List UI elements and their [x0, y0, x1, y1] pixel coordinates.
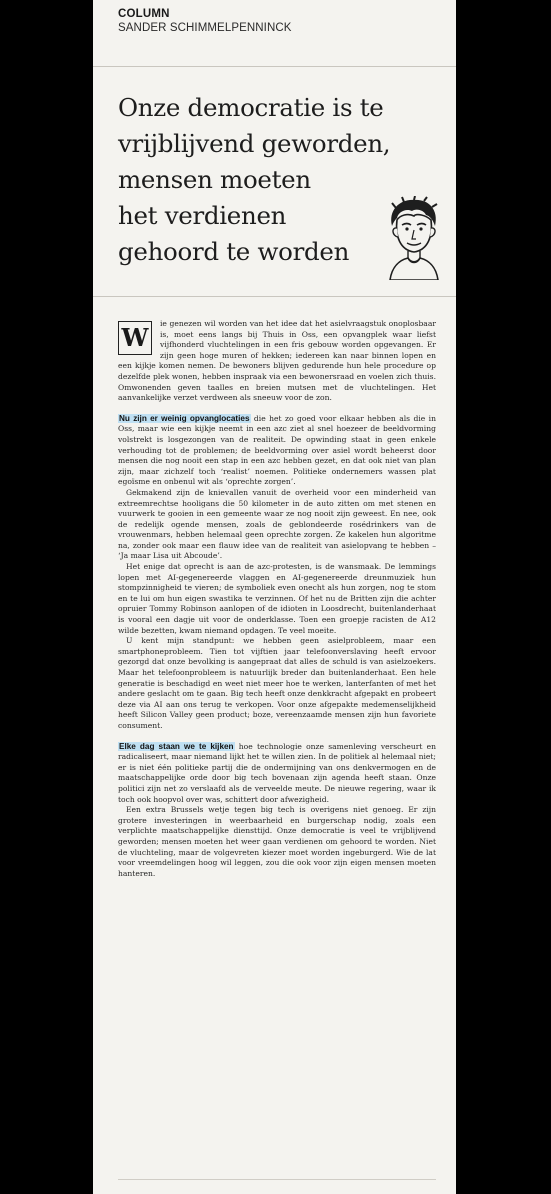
paragraph-text: hoe technologie onze samenleving verscheurt en radicaliseert, maar niemand lijkt het te willen zien. In de politiek al helemaal niet; er is niet één politieke partij die de ondermijning van ons denkvermogen en de maatschappelijke orde door big tech bovenaan zijn agenda heeft staan. Onze politici zijn net zo verslaafd als de verveelde meute. De nieuwe regering, waar ik toch ook hoopvol over was, schittert door afwezigheid. — [118, 741, 436, 804]
paragraph: Een extra Brussels wetje tegen big tech is overigens niet genoeg. Er zijn grotere investeringen in weerbaarheid en burgerschap nodig, zoals een verplichte maatschappelijke diensttijd. Onze democratie is veel te vrijblijvend geworden; mensen moeten het weer gaan verdienen om gehoord te worden. Niet de vluchteling, maar de volgevreten kiezer moet worden ingeburgerd. Wie de lat voor vreemdelingen hoog wil leggen, zou die ook voor zijn eigen mensen moeten hanteren. — [118, 805, 436, 878]
author-portrait-icon — [386, 196, 442, 280]
paragraph — [118, 319, 436, 404]
paragraph — [118, 414, 436, 488]
divider — [93, 296, 456, 297]
newspaper-page — [93, 0, 456, 1194]
paragraph — [118, 742, 436, 806]
headline — [118, 90, 428, 270]
section-lead: Elke dag staan we te kijken — [119, 741, 234, 751]
author-name: SANDER SCHIMMELPENNINCK — [118, 22, 292, 34]
headline-line: vrijblijvend geworden, — [118, 129, 391, 158]
drop-cap: W — [118, 321, 152, 355]
article-body — [118, 319, 436, 879]
headline-line: gehoord te worden — [118, 237, 350, 266]
divider — [93, 66, 456, 67]
paragraph: Het enige dat oprecht is aan de azc-protesten, is de wansmaak. De lemmings lopen met AI-gegenereerde vlaggen en AI-gegenereerde dreunmuziek hun stompzinnigheid te vieren; de symboliek even onecht als hun zorgen, nog te stom en te lui om hun eigen swastika te verzinnen. Of het nu de Britten zijn die achter opruier Tommy Robinson aanlopen of de idioten in Loosdrecht, buitenlanderhaat is vooral een dagje uit voor de onderklasse. Toen een groepje racisten de A12 wilde bezetten, kwam niemand opdagen. Te veel moeite. — [118, 562, 436, 635]
paragraph-text: die het zo goed voor elkaar hebben als die in Oss, maar wie een kijkje neemt in een azc ziet al snel hoezeer de beeldvorming volstrekt is losgezongen van de realiteit. De opwinding staat in geen enkele verhouding tot de problemen; de beeldvorming over asiel wordt beheerst door mensen die nog nooit een stap in een azc hebben gezet, en dat ook niet van plan zijn, maar zichzelf toch ‘realist’ noemen. Politieke ondernemers wassen plat egoïsme en onbenul wit als ‘oprechte zorgen’. — [118, 413, 436, 487]
section-lead: Nu zijn er weinig opvanglocaties — [119, 413, 250, 423]
page-footer-rule — [118, 1179, 436, 1188]
paragraph-text: ie genezen wil worden van het idee dat het asielvraagstuk onoplosbaar is, moet eens langs bij Thuis in Oss, een opvangplek waar liefst vijfhonderd vluchtelingen in een fris gebouw worden opgevangen. Er zijn geen hoge muren of hekken; iedereen kan naar binnen lopen en een kijkje komen nemen. De bewoners blijven gedurende hun hele procedure op dezelfde plek wonen, hebben inspraak via een bewonersraad en voelen zich thuis. Omwonenden geven taalles en breien mutsen met de vluchtelingen. Het aanvankelijke verzet verdween als sneeuw voor de zon. — [118, 319, 436, 403]
rubric-label: COLUMN — [118, 8, 170, 20]
headline-line: Onze democratie is te — [118, 93, 384, 122]
headline-line: het verdienen — [118, 201, 287, 230]
paragraph: Gekmakend zijn de knievallen vanuit de overheid voor een minderheid van extreemrechtse hooligans die 50 kilometer in de auto zitten om met stenen en vuurwerk te gooien in een gemeente waar ze nog nooit zijn geweest. En nee, ook de redelijk ogende mensen, zoals de geblondeerde rosédrinkers van de vrouwenmars, hebben helemaal geen oprechte zorgen. Ze kakelen hun algoritme na, zonder ook maar een flauw idee van de realiteit van asielopvang te hebben – ‘Ja maar Lisa uit Abcoude’. — [118, 487, 436, 561]
headline-line: mensen moeten — [118, 165, 311, 194]
paragraph: U kent mijn standpunt: we hebben geen asielprobleem, maar een smartphoneprobleem. Tien tot vijftien jaar telefoonverslaving heeft ervoor gezorgd dat onze bevolking is aangepraat dat alles de schuld is van asielzoekers. Maar het telefoonprobleem is natuurlijk breder dan buitenlanderhaat. Een hele generatie is beschadigd en weet niet meer hoe te werken, lanterfanten of met het andere geslacht om te gaan. Big tech heeft onze denkkracht afgepakt en probeert deze via AI aan ons terug te verkopen. Voor onze afgepakte medemenselijkheid heeft Silicon Valley geen product; boze, vereenzaamde mensen zijn hun favoriete consument. — [118, 636, 436, 730]
column-header — [93, 0, 456, 34]
